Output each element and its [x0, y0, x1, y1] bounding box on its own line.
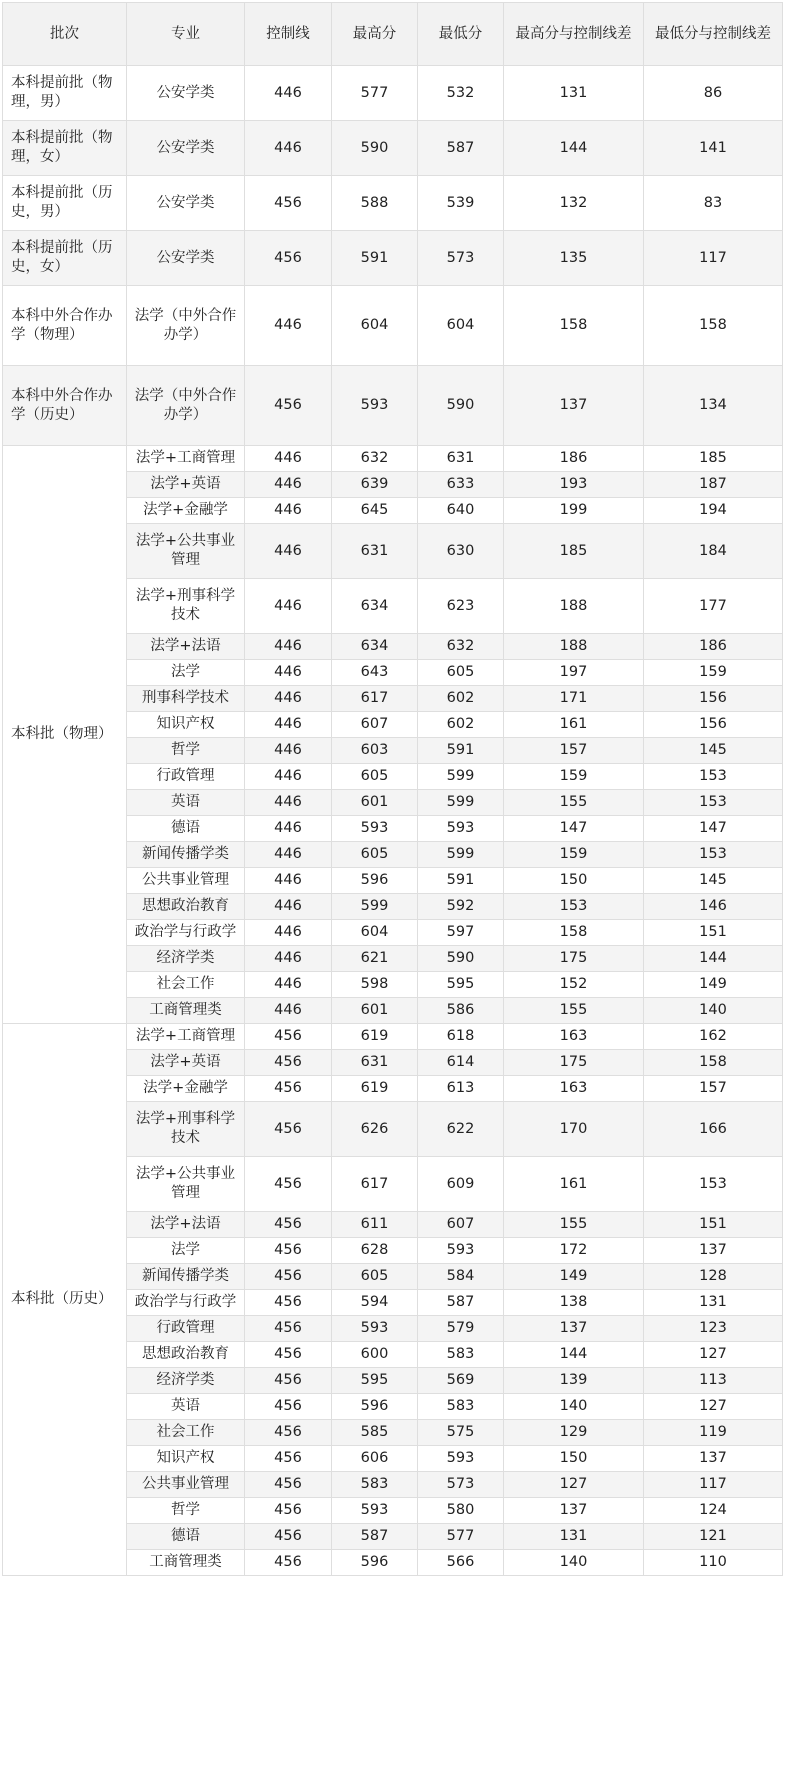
min-score-cell: 630: [418, 524, 504, 579]
control-line-cell: 446: [245, 972, 332, 998]
max-score-cell: 590: [332, 121, 418, 176]
control-line-cell: 446: [245, 660, 332, 686]
max-diff-cell: 186: [504, 446, 644, 472]
major-cell: 新闻传播学类: [127, 1264, 245, 1290]
max-diff-cell: 188: [504, 634, 644, 660]
min-diff-cell: 186: [644, 634, 783, 660]
min-score-cell: 633: [418, 472, 504, 498]
min-score-cell: 591: [418, 868, 504, 894]
control-line-cell: 456: [245, 1024, 332, 1050]
min-diff-cell: 153: [644, 1157, 783, 1212]
header-min-score: 最低分: [418, 3, 504, 66]
min-diff-cell: 146: [644, 894, 783, 920]
control-line-cell: 456: [245, 1264, 332, 1290]
min-score-cell: 591: [418, 738, 504, 764]
max-diff-cell: 138: [504, 1290, 644, 1316]
control-line-cell: 456: [245, 1472, 332, 1498]
min-diff-cell: 145: [644, 868, 783, 894]
header-batch: 批次: [3, 3, 127, 66]
major-cell: 法学+公共事业管理: [127, 1157, 245, 1212]
min-diff-cell: 145: [644, 738, 783, 764]
min-diff-cell: 158: [644, 1050, 783, 1076]
max-diff-cell: 172: [504, 1238, 644, 1264]
major-cell: 新闻传播学类: [127, 842, 245, 868]
max-diff-cell: 137: [504, 1316, 644, 1342]
table-row: [3, 66, 783, 121]
min-diff-cell: 141: [644, 121, 783, 176]
control-line-cell: 446: [245, 712, 332, 738]
major-cell: 法学: [127, 1238, 245, 1264]
min-score-cell: 599: [418, 790, 504, 816]
table-row: [3, 446, 783, 472]
control-line-cell: 446: [245, 998, 332, 1024]
min-diff-cell: 127: [644, 1342, 783, 1368]
batch-cell: 本科提前批（历史，男）: [3, 176, 127, 231]
major-cell: 经济学类: [127, 946, 245, 972]
max-score-cell: 606: [332, 1446, 418, 1472]
min-diff-cell: 117: [644, 231, 783, 286]
min-score-cell: 590: [418, 946, 504, 972]
major-cell: 法学+金融学: [127, 498, 245, 524]
max-diff-cell: 163: [504, 1076, 644, 1102]
max-diff-cell: 175: [504, 1050, 644, 1076]
control-line-cell: 456: [245, 1157, 332, 1212]
max-score-cell: 605: [332, 1264, 418, 1290]
max-diff-cell: 140: [504, 1394, 644, 1420]
min-score-cell: 584: [418, 1264, 504, 1290]
min-score-cell: 593: [418, 1446, 504, 1472]
min-score-cell: 580: [418, 1498, 504, 1524]
min-score-cell: 583: [418, 1342, 504, 1368]
min-diff-cell: 147: [644, 816, 783, 842]
min-score-cell: 604: [418, 286, 504, 366]
min-diff-cell: 151: [644, 1212, 783, 1238]
batch-cell: 本科批（物理）: [3, 446, 127, 1024]
major-cell: 知识产权: [127, 1446, 245, 1472]
max-score-cell: 583: [332, 1472, 418, 1498]
min-score-cell: 602: [418, 686, 504, 712]
header-max-score: 最高分: [332, 3, 418, 66]
max-diff-cell: 193: [504, 472, 644, 498]
min-diff-cell: 158: [644, 286, 783, 366]
major-cell: 知识产权: [127, 712, 245, 738]
major-cell: 法学+公共事业管理: [127, 524, 245, 579]
min-diff-cell: 128: [644, 1264, 783, 1290]
control-line-cell: 456: [245, 176, 332, 231]
control-line-cell: 446: [245, 686, 332, 712]
control-line-cell: 446: [245, 524, 332, 579]
max-diff-cell: 158: [504, 920, 644, 946]
max-score-cell: 617: [332, 686, 418, 712]
control-line-cell: 446: [245, 738, 332, 764]
min-diff-cell: 124: [644, 1498, 783, 1524]
min-diff-cell: 113: [644, 1368, 783, 1394]
control-line-cell: 456: [245, 1342, 332, 1368]
max-diff-cell: 157: [504, 738, 644, 764]
min-diff-cell: 187: [644, 472, 783, 498]
max-score-cell: 596: [332, 1394, 418, 1420]
min-score-cell: 614: [418, 1050, 504, 1076]
control-line-cell: 456: [245, 231, 332, 286]
major-cell: 经济学类: [127, 1368, 245, 1394]
max-diff-cell: 159: [504, 764, 644, 790]
max-diff-cell: 147: [504, 816, 644, 842]
control-line-cell: 446: [245, 66, 332, 121]
max-score-cell: 605: [332, 764, 418, 790]
max-diff-cell: 150: [504, 1446, 644, 1472]
batch-cell: 本科提前批（历史，女）: [3, 231, 127, 286]
min-diff-cell: 157: [644, 1076, 783, 1102]
max-score-cell: 605: [332, 842, 418, 868]
min-score-cell: 587: [418, 1290, 504, 1316]
min-score-cell: 573: [418, 231, 504, 286]
max-score-cell: 604: [332, 286, 418, 366]
min-diff-cell: 151: [644, 920, 783, 946]
major-cell: 工商管理类: [127, 1550, 245, 1576]
max-score-cell: 607: [332, 712, 418, 738]
min-diff-cell: 127: [644, 1394, 783, 1420]
max-diff-cell: 129: [504, 1420, 644, 1446]
max-score-cell: 628: [332, 1238, 418, 1264]
min-diff-cell: 131: [644, 1290, 783, 1316]
control-line-cell: 456: [245, 1446, 332, 1472]
min-score-cell: 599: [418, 842, 504, 868]
max-diff-cell: 150: [504, 868, 644, 894]
min-score-cell: 607: [418, 1212, 504, 1238]
max-score-cell: 598: [332, 972, 418, 998]
min-diff-cell: 185: [644, 446, 783, 472]
min-diff-cell: 153: [644, 790, 783, 816]
max-diff-cell: 170: [504, 1102, 644, 1157]
table-row: [3, 121, 783, 176]
major-cell: 社会工作: [127, 1420, 245, 1446]
min-diff-cell: 140: [644, 998, 783, 1024]
max-diff-cell: 197: [504, 660, 644, 686]
min-score-cell: 592: [418, 894, 504, 920]
min-score-cell: 579: [418, 1316, 504, 1342]
max-score-cell: 604: [332, 920, 418, 946]
control-line-cell: 446: [245, 894, 332, 920]
min-diff-cell: 159: [644, 660, 783, 686]
major-cell: 法学+英语: [127, 472, 245, 498]
min-score-cell: 569: [418, 1368, 504, 1394]
table-row: [3, 176, 783, 231]
major-cell: 德语: [127, 1524, 245, 1550]
max-score-cell: 593: [332, 816, 418, 842]
major-cell: 法学: [127, 660, 245, 686]
max-score-cell: 577: [332, 66, 418, 121]
min-diff-cell: 134: [644, 366, 783, 446]
major-cell: 公安学类: [127, 121, 245, 176]
major-cell: 政治学与行政学: [127, 920, 245, 946]
major-cell: 公安学类: [127, 231, 245, 286]
min-diff-cell: 119: [644, 1420, 783, 1446]
major-cell: 公共事业管理: [127, 1472, 245, 1498]
max-score-cell: 639: [332, 472, 418, 498]
control-line-cell: 446: [245, 286, 332, 366]
max-score-cell: 631: [332, 524, 418, 579]
control-line-cell: 456: [245, 1498, 332, 1524]
min-diff-cell: 156: [644, 686, 783, 712]
max-diff-cell: 171: [504, 686, 644, 712]
max-score-cell: 601: [332, 790, 418, 816]
max-diff-cell: 188: [504, 579, 644, 634]
header-min-diff: 最低分与控制线差: [644, 3, 783, 66]
major-cell: 法学+刑事科学技术: [127, 1102, 245, 1157]
major-cell: 社会工作: [127, 972, 245, 998]
max-score-cell: 619: [332, 1076, 418, 1102]
min-score-cell: 605: [418, 660, 504, 686]
header-max-diff: 最高分与控制线差: [504, 3, 644, 66]
major-cell: 法学（中外合作办学）: [127, 286, 245, 366]
min-score-cell: 583: [418, 1394, 504, 1420]
major-cell: 法学（中外合作办学）: [127, 366, 245, 446]
min-score-cell: 622: [418, 1102, 504, 1157]
table-row: [3, 1024, 783, 1050]
major-cell: 公安学类: [127, 176, 245, 231]
max-diff-cell: 132: [504, 176, 644, 231]
major-cell: 英语: [127, 1394, 245, 1420]
max-diff-cell: 152: [504, 972, 644, 998]
min-diff-cell: 110: [644, 1550, 783, 1576]
control-line-cell: 446: [245, 920, 332, 946]
min-diff-cell: 144: [644, 946, 783, 972]
major-cell: 公共事业管理: [127, 868, 245, 894]
control-line-cell: 446: [245, 579, 332, 634]
control-line-cell: 456: [245, 1238, 332, 1264]
max-diff-cell: 137: [504, 1498, 644, 1524]
batch-cell: 本科中外合作办学（物理）: [3, 286, 127, 366]
max-score-cell: 645: [332, 498, 418, 524]
max-score-cell: 601: [332, 998, 418, 1024]
control-line-cell: 456: [245, 1050, 332, 1076]
control-line-cell: 446: [245, 764, 332, 790]
header-control-line: 控制线: [245, 3, 332, 66]
major-cell: 哲学: [127, 1498, 245, 1524]
control-line-cell: 446: [245, 946, 332, 972]
major-cell: 法学+法语: [127, 634, 245, 660]
min-score-cell: 599: [418, 764, 504, 790]
max-diff-cell: 153: [504, 894, 644, 920]
max-score-cell: 600: [332, 1342, 418, 1368]
min-diff-cell: 123: [644, 1316, 783, 1342]
max-score-cell: 643: [332, 660, 418, 686]
major-cell: 工商管理类: [127, 998, 245, 1024]
control-line-cell: 456: [245, 366, 332, 446]
min-diff-cell: 153: [644, 842, 783, 868]
min-diff-cell: 117: [644, 1472, 783, 1498]
max-diff-cell: 161: [504, 1157, 644, 1212]
max-score-cell: 593: [332, 366, 418, 446]
min-diff-cell: 177: [644, 579, 783, 634]
control-line-cell: 456: [245, 1290, 332, 1316]
max-score-cell: 632: [332, 446, 418, 472]
control-line-cell: 456: [245, 1212, 332, 1238]
max-diff-cell: 155: [504, 998, 644, 1024]
max-diff-cell: 140: [504, 1550, 644, 1576]
max-diff-cell: 149: [504, 1264, 644, 1290]
control-line-cell: 456: [245, 1102, 332, 1157]
min-diff-cell: 83: [644, 176, 783, 231]
min-score-cell: 586: [418, 998, 504, 1024]
min-score-cell: 575: [418, 1420, 504, 1446]
min-diff-cell: 153: [644, 764, 783, 790]
batch-cell: 本科提前批（物理，女）: [3, 121, 127, 176]
batch-cell: 本科提前批（物理，男）: [3, 66, 127, 121]
min-diff-cell: 137: [644, 1238, 783, 1264]
table-row: [3, 366, 783, 446]
min-score-cell: 566: [418, 1550, 504, 1576]
major-cell: 德语: [127, 816, 245, 842]
major-cell: 法学+工商管理: [127, 1024, 245, 1050]
table-header-row: [3, 3, 783, 66]
max-score-cell: 634: [332, 634, 418, 660]
max-diff-cell: 155: [504, 1212, 644, 1238]
max-score-cell: 588: [332, 176, 418, 231]
major-cell: 法学+刑事科学技术: [127, 579, 245, 634]
max-diff-cell: 131: [504, 66, 644, 121]
table-row: [3, 231, 783, 286]
control-line-cell: 456: [245, 1394, 332, 1420]
max-score-cell: 596: [332, 868, 418, 894]
min-score-cell: 618: [418, 1024, 504, 1050]
max-diff-cell: 175: [504, 946, 644, 972]
min-score-cell: 593: [418, 1238, 504, 1264]
max-score-cell: 591: [332, 231, 418, 286]
min-score-cell: 532: [418, 66, 504, 121]
min-score-cell: 590: [418, 366, 504, 446]
table-row: [3, 286, 783, 366]
control-line-cell: 456: [245, 1550, 332, 1576]
admission-score-table: [2, 2, 783, 1576]
min-score-cell: 573: [418, 1472, 504, 1498]
min-score-cell: 602: [418, 712, 504, 738]
batch-cell: 本科中外合作办学（历史）: [3, 366, 127, 446]
max-score-cell: 593: [332, 1316, 418, 1342]
control-line-cell: 446: [245, 446, 332, 472]
major-cell: 政治学与行政学: [127, 1290, 245, 1316]
max-diff-cell: 158: [504, 286, 644, 366]
control-line-cell: 446: [245, 842, 332, 868]
max-diff-cell: 131: [504, 1524, 644, 1550]
control-line-cell: 456: [245, 1076, 332, 1102]
major-cell: 思想政治教育: [127, 1342, 245, 1368]
max-score-cell: 611: [332, 1212, 418, 1238]
max-score-cell: 631: [332, 1050, 418, 1076]
major-cell: 法学+工商管理: [127, 446, 245, 472]
major-cell: 英语: [127, 790, 245, 816]
min-score-cell: 597: [418, 920, 504, 946]
max-diff-cell: 163: [504, 1024, 644, 1050]
control-line-cell: 446: [245, 816, 332, 842]
max-score-cell: 587: [332, 1524, 418, 1550]
control-line-cell: 446: [245, 790, 332, 816]
max-score-cell: 621: [332, 946, 418, 972]
min-score-cell: 595: [418, 972, 504, 998]
max-diff-cell: 144: [504, 1342, 644, 1368]
major-cell: 公安学类: [127, 66, 245, 121]
max-diff-cell: 199: [504, 498, 644, 524]
min-score-cell: 587: [418, 121, 504, 176]
max-diff-cell: 139: [504, 1368, 644, 1394]
min-score-cell: 577: [418, 1524, 504, 1550]
major-cell: 哲学: [127, 738, 245, 764]
min-score-cell: 632: [418, 634, 504, 660]
max-diff-cell: 137: [504, 366, 644, 446]
major-cell: 法学+法语: [127, 1212, 245, 1238]
min-diff-cell: 162: [644, 1024, 783, 1050]
batch-cell: 本科批（历史）: [3, 1024, 127, 1576]
max-score-cell: 634: [332, 579, 418, 634]
min-score-cell: 640: [418, 498, 504, 524]
control-line-cell: 446: [245, 121, 332, 176]
max-diff-cell: 155: [504, 790, 644, 816]
min-diff-cell: 137: [644, 1446, 783, 1472]
max-score-cell: 619: [332, 1024, 418, 1050]
control-line-cell: 456: [245, 1316, 332, 1342]
major-cell: 刑事科学技术: [127, 686, 245, 712]
major-cell: 法学+英语: [127, 1050, 245, 1076]
major-cell: 行政管理: [127, 1316, 245, 1342]
min-diff-cell: 194: [644, 498, 783, 524]
max-score-cell: 594: [332, 1290, 418, 1316]
max-score-cell: 599: [332, 894, 418, 920]
max-score-cell: 593: [332, 1498, 418, 1524]
major-cell: 思想政治教育: [127, 894, 245, 920]
max-diff-cell: 135: [504, 231, 644, 286]
min-diff-cell: 121: [644, 1524, 783, 1550]
min-diff-cell: 86: [644, 66, 783, 121]
max-diff-cell: 127: [504, 1472, 644, 1498]
min-score-cell: 623: [418, 579, 504, 634]
max-diff-cell: 185: [504, 524, 644, 579]
control-line-cell: 456: [245, 1368, 332, 1394]
max-score-cell: 595: [332, 1368, 418, 1394]
control-line-cell: 446: [245, 472, 332, 498]
max-diff-cell: 161: [504, 712, 644, 738]
min-score-cell: 613: [418, 1076, 504, 1102]
control-line-cell: 446: [245, 634, 332, 660]
major-cell: 法学+金融学: [127, 1076, 245, 1102]
min-diff-cell: 156: [644, 712, 783, 738]
max-diff-cell: 159: [504, 842, 644, 868]
max-score-cell: 626: [332, 1102, 418, 1157]
max-score-cell: 617: [332, 1157, 418, 1212]
max-score-cell: 603: [332, 738, 418, 764]
header-major: 专业: [127, 3, 245, 66]
max-score-cell: 596: [332, 1550, 418, 1576]
control-line-cell: 456: [245, 1420, 332, 1446]
min-score-cell: 609: [418, 1157, 504, 1212]
min-score-cell: 539: [418, 176, 504, 231]
max-diff-cell: 144: [504, 121, 644, 176]
major-cell: 行政管理: [127, 764, 245, 790]
min-diff-cell: 184: [644, 524, 783, 579]
min-diff-cell: 149: [644, 972, 783, 998]
max-score-cell: 585: [332, 1420, 418, 1446]
control-line-cell: 456: [245, 1524, 332, 1550]
min-score-cell: 593: [418, 816, 504, 842]
control-line-cell: 446: [245, 498, 332, 524]
min-diff-cell: 166: [644, 1102, 783, 1157]
control-line-cell: 446: [245, 868, 332, 894]
min-score-cell: 631: [418, 446, 504, 472]
